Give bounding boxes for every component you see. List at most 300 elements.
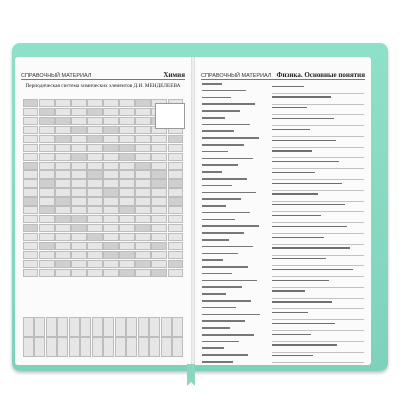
periodic-table-cell xyxy=(103,242,118,250)
lanthanide-cell xyxy=(149,337,160,357)
periodic-table-cell xyxy=(135,269,150,277)
periodic-table-cell xyxy=(23,269,38,277)
periodic-table-cell xyxy=(119,162,134,170)
periodic-table-cell xyxy=(135,126,150,134)
periodic-table-cell xyxy=(87,144,102,152)
periodic-table-cell xyxy=(151,260,166,268)
lanthanide-cell xyxy=(46,337,57,357)
periodic-table-cell xyxy=(23,126,38,134)
periodic-table-cell xyxy=(103,99,118,107)
topic-text-line xyxy=(272,269,353,270)
periodic-table-cell xyxy=(39,269,54,277)
periodic-table-cell xyxy=(151,135,166,143)
topic-text-line xyxy=(272,323,335,324)
periodic-table-cell xyxy=(119,108,134,116)
lanthanide-cell xyxy=(172,337,183,357)
periodic-table-cell xyxy=(55,269,70,277)
periodic-table-cell xyxy=(87,126,102,134)
formula-line xyxy=(202,178,247,180)
topic-row xyxy=(272,193,364,201)
topic-row xyxy=(272,355,364,363)
periodic-table-title: Периодическая система химических элементов Д.И. МЕНДЕЛЕЕВА xyxy=(25,83,181,89)
periodic-table-cell xyxy=(119,269,134,277)
periodic-table-cell xyxy=(71,260,86,268)
periodic-table-cell xyxy=(151,206,166,214)
topic-text-line xyxy=(272,107,307,108)
periodic-table-cell xyxy=(71,117,86,125)
periodic-table-cell xyxy=(87,108,102,116)
formula-line xyxy=(202,327,230,329)
periodic-table-cell xyxy=(151,251,166,259)
formula-line xyxy=(202,219,235,221)
topic-row xyxy=(272,301,364,309)
lanthanide-cell xyxy=(46,317,57,337)
lanthanide-cell xyxy=(23,317,34,337)
topic-row xyxy=(272,344,364,352)
periodic-table-cell xyxy=(87,251,102,259)
periodic-table-cell xyxy=(135,144,150,152)
periodic-table-cell xyxy=(55,135,70,143)
periodic-table-cell xyxy=(119,197,134,205)
lanthanides-actinides-rows xyxy=(23,317,183,357)
periodic-table-cell xyxy=(135,260,150,268)
periodic-table-cell xyxy=(39,126,54,134)
topic-text-line xyxy=(272,290,305,291)
periodic-table-cell xyxy=(55,170,70,178)
periodic-table-cell xyxy=(39,179,54,187)
periodic-table-cell xyxy=(71,108,86,116)
periodic-table-cell xyxy=(103,162,118,170)
periodic-table-cell xyxy=(168,206,183,214)
periodic-table-legend xyxy=(155,103,185,129)
topic-text-line xyxy=(272,355,313,356)
periodic-table-cell xyxy=(87,99,102,107)
periodic-table-cell xyxy=(119,179,134,187)
periodic-table-cell xyxy=(151,188,166,196)
formula-line xyxy=(202,225,259,227)
periodic-table-cell xyxy=(55,153,70,161)
periodic-table-cell xyxy=(87,242,102,250)
periodic-table-cell xyxy=(119,99,134,107)
periodic-table-cell xyxy=(103,108,118,116)
periodic-table-cell xyxy=(103,117,118,125)
periodic-table-cell xyxy=(87,170,102,178)
periodic-table-cell xyxy=(71,144,86,152)
periodic-table-cell xyxy=(55,126,70,134)
periodic-table-cell xyxy=(71,215,86,223)
right-page-header xyxy=(201,65,365,80)
periodic-table-cell xyxy=(135,233,150,241)
periodic-table-cell xyxy=(23,117,38,125)
formula-line xyxy=(202,280,257,282)
formula-line xyxy=(202,158,253,160)
periodic-table-cell xyxy=(135,188,150,196)
periodic-table-cell xyxy=(103,233,118,241)
formula-line xyxy=(202,273,232,275)
lanthanide-cell xyxy=(103,337,114,357)
periodic-table-cell xyxy=(87,269,102,277)
periodic-table-cell xyxy=(71,126,86,134)
periodic-table-cell xyxy=(39,135,54,143)
lanthanide-cell xyxy=(115,317,126,337)
periodic-table-cell xyxy=(55,251,70,259)
periodic-table-cell xyxy=(103,170,118,178)
periodic-table-cell xyxy=(135,108,150,116)
periodic-table-cell xyxy=(23,206,38,214)
periodic-table-cell xyxy=(119,251,134,259)
periodic-table-cell xyxy=(119,153,134,161)
periodic-table-cell xyxy=(23,99,38,107)
periodic-table-cell xyxy=(119,144,134,152)
periodic-table-cell xyxy=(103,206,118,214)
lanthanide-cell xyxy=(34,317,45,337)
topic-text-line xyxy=(272,118,334,119)
periodic-table-cell xyxy=(39,224,54,232)
periodic-table-cell xyxy=(119,117,134,125)
periodic-table-cell xyxy=(71,251,86,259)
periodic-table-cell xyxy=(168,224,183,232)
topic-row xyxy=(272,323,364,331)
right-header-label: СПРАВОЧНЫЙ МАТЕРИАЛ xyxy=(201,73,272,79)
topic-row xyxy=(272,215,364,223)
lanthanide-cell xyxy=(172,317,183,337)
periodic-table-cell xyxy=(135,242,150,250)
periodic-table-cell xyxy=(39,153,54,161)
formula-line xyxy=(202,124,250,126)
periodic-table-cell xyxy=(23,251,38,259)
periodic-table-cell xyxy=(23,242,38,250)
periodic-table-cell xyxy=(39,99,54,107)
lanthanide-cell xyxy=(92,337,103,357)
periodic-table-cell xyxy=(55,108,70,116)
topic-row xyxy=(272,237,364,245)
periodic-table-cell xyxy=(151,179,166,187)
right-header-title: Физика. Основные понятия xyxy=(276,71,365,79)
periodic-table-cell xyxy=(87,197,102,205)
periodic-table-cell xyxy=(87,179,102,187)
formula-line xyxy=(202,286,242,288)
lanthanide-cell xyxy=(161,337,172,357)
periodic-table-cell xyxy=(71,153,86,161)
topic-row xyxy=(272,118,364,126)
topic-row xyxy=(272,312,364,320)
periodic-table-cell xyxy=(71,242,86,250)
periodic-table-cell xyxy=(71,170,86,178)
formula-line xyxy=(202,97,231,99)
periodic-table-cell xyxy=(119,260,134,268)
right-page xyxy=(195,57,371,365)
topic-text-line xyxy=(272,312,308,313)
formula-line xyxy=(202,266,248,268)
topic-text-line xyxy=(272,344,337,345)
periodic-table-cell xyxy=(39,260,54,268)
lanthanide-cell xyxy=(161,317,172,337)
periodic-table-cell xyxy=(168,179,183,187)
periodic-table-cell xyxy=(87,233,102,241)
periodic-table-cell xyxy=(55,188,70,196)
periodic-table-cell xyxy=(135,170,150,178)
topic-text-line xyxy=(272,161,339,162)
topic-row xyxy=(272,334,364,342)
periodic-table-cell xyxy=(103,224,118,232)
periodic-table-cell xyxy=(168,215,183,223)
topic-text-line xyxy=(272,129,310,130)
periodic-table-cell xyxy=(103,260,118,268)
periodic-table-cell xyxy=(119,233,134,241)
formula-line xyxy=(202,205,226,207)
periodic-table-cell xyxy=(119,215,134,223)
lanthanide-cell xyxy=(57,337,68,357)
topic-row xyxy=(272,269,364,277)
formula-line xyxy=(202,192,256,194)
periodic-table-cell xyxy=(168,251,183,259)
periodic-table-cell xyxy=(87,162,102,170)
periodic-table-cell xyxy=(135,206,150,214)
topic-row xyxy=(272,140,364,148)
topic-row xyxy=(272,129,364,137)
formula-line xyxy=(202,185,232,187)
periodic-table-cell xyxy=(135,251,150,259)
periodic-table-cell xyxy=(168,144,183,152)
topic-row xyxy=(272,150,364,158)
formula-line xyxy=(202,361,233,363)
formula-line xyxy=(202,246,253,248)
periodic-table-cell xyxy=(103,188,118,196)
periodic-table-cell xyxy=(151,215,166,223)
periodic-table-cell xyxy=(71,179,86,187)
periodic-table-cell xyxy=(71,224,86,232)
periodic-table-cell xyxy=(87,153,102,161)
topic-text-line xyxy=(272,86,304,87)
periodic-table-cell xyxy=(135,162,150,170)
lanthanide-cell xyxy=(126,317,137,337)
periodic-table-cell xyxy=(39,162,54,170)
lanthanide-cell xyxy=(103,317,114,337)
formula-line xyxy=(202,171,222,173)
lanthanide-cell xyxy=(115,337,126,357)
periodic-table-cell xyxy=(168,260,183,268)
periodic-table-cell xyxy=(103,179,118,187)
periodic-table-cell xyxy=(39,251,54,259)
topic-text-line xyxy=(272,215,321,216)
periodic-table-cell xyxy=(87,117,102,125)
periodic-table-cell xyxy=(23,188,38,196)
lanthanide-cell xyxy=(138,337,149,357)
periodic-table-cell xyxy=(23,179,38,187)
periodic-table-cell xyxy=(71,188,86,196)
formula-line xyxy=(202,130,234,132)
periodic-table-cell xyxy=(23,153,38,161)
topic-text-line xyxy=(272,226,347,227)
periodic-table-cell xyxy=(55,224,70,232)
periodic-table-cell xyxy=(55,99,70,107)
periodic-table-cell xyxy=(119,224,134,232)
periodic-table-cell xyxy=(23,170,38,178)
lanthanide-cell xyxy=(126,337,137,357)
formula-line xyxy=(202,144,244,146)
periodic-table-cell xyxy=(119,135,134,143)
formula-line xyxy=(202,198,241,200)
periodic-table-cell xyxy=(71,233,86,241)
lanthanide-cell xyxy=(34,337,45,357)
periodic-table-cell xyxy=(135,99,150,107)
periodic-table-cell xyxy=(71,197,86,205)
lanthanide-cell xyxy=(80,317,91,337)
periodic-table-cell xyxy=(103,215,118,223)
periodic-table-cell xyxy=(55,144,70,152)
topic-text-line xyxy=(272,247,350,248)
periodic-table-cell xyxy=(135,215,150,223)
periodic-table-cell xyxy=(23,260,38,268)
topic-text-line xyxy=(272,204,345,205)
periodic-table-cell xyxy=(23,108,38,116)
periodic-table-cell xyxy=(119,188,134,196)
periodic-table-cell xyxy=(87,188,102,196)
formula-line xyxy=(202,164,238,166)
formula-line xyxy=(202,212,250,214)
left-header-title: Химия xyxy=(163,71,185,79)
formula-line xyxy=(202,341,239,343)
periodic-table-cell xyxy=(168,170,183,178)
periodic-table-cell xyxy=(39,215,54,223)
topic-text-line xyxy=(272,183,342,184)
topic-row xyxy=(272,183,364,191)
periodic-table-cell xyxy=(103,197,118,205)
periodic-table-cell xyxy=(23,197,38,205)
periodic-table-cell xyxy=(87,215,102,223)
periodic-table-cell xyxy=(23,215,38,223)
formula-line xyxy=(202,151,228,153)
left-header-label: СПРАВОЧНЫЙ МАТЕРИАЛ xyxy=(21,73,92,79)
topic-row xyxy=(272,96,364,104)
formula-line xyxy=(202,232,244,234)
formula-line xyxy=(202,320,245,322)
periodic-table-cell xyxy=(71,162,86,170)
topic-row xyxy=(272,258,364,266)
topic-column xyxy=(272,83,364,365)
periodic-table-cell xyxy=(135,179,150,187)
topic-row xyxy=(272,280,364,288)
periodic-table-cell xyxy=(151,144,166,152)
periodic-table-cell xyxy=(151,224,166,232)
periodic-table-cell xyxy=(39,197,54,205)
topic-text-line xyxy=(272,172,315,173)
topic-text-line xyxy=(272,280,329,281)
periodic-table-cell xyxy=(151,197,166,205)
periodic-table-cell xyxy=(55,260,70,268)
periodic-table-cell xyxy=(135,197,150,205)
lanthanide-cell xyxy=(92,317,103,337)
periodic-table-cell xyxy=(103,135,118,143)
formula-line xyxy=(202,103,255,105)
periodic-table-cell xyxy=(87,224,102,232)
periodic-table-cell xyxy=(103,269,118,277)
formula-line xyxy=(202,314,260,316)
periodic-table-cell xyxy=(168,242,183,250)
periodic-table-cell xyxy=(87,260,102,268)
periodic-table-cell xyxy=(39,170,54,178)
formula-line xyxy=(202,259,223,261)
formula-column xyxy=(202,83,268,365)
periodic-table-cell xyxy=(39,144,54,152)
formula-line xyxy=(202,239,229,241)
periodic-table-cell xyxy=(87,206,102,214)
topic-row xyxy=(272,172,364,180)
lanthanide-cell xyxy=(69,337,80,357)
periodic-table-cell xyxy=(103,153,118,161)
lanthanide-cell xyxy=(23,337,34,357)
periodic-table-cell xyxy=(55,242,70,250)
periodic-table-cell xyxy=(103,144,118,152)
periodic-table-cell xyxy=(151,162,166,170)
formula-line xyxy=(202,334,254,336)
periodic-table-cell xyxy=(71,206,86,214)
periodic-table-cell xyxy=(39,188,54,196)
topic-text-line xyxy=(272,237,324,238)
topic-row xyxy=(272,226,364,234)
periodic-table-cell xyxy=(39,117,54,125)
periodic-table-cell xyxy=(103,126,118,134)
periodic-table-cell xyxy=(168,188,183,196)
lanthanide-cell xyxy=(57,317,68,337)
periodic-table-cell xyxy=(168,162,183,170)
periodic-table-cell xyxy=(119,126,134,134)
topic-row xyxy=(272,247,364,255)
periodic-table-cell xyxy=(55,162,70,170)
formula-line xyxy=(202,253,238,255)
periodic-table-cell xyxy=(23,135,38,143)
periodic-table-cell xyxy=(55,179,70,187)
periodic-table-cell xyxy=(55,233,70,241)
periodic-table-cell xyxy=(87,135,102,143)
periodic-table-cell xyxy=(55,215,70,223)
formula-line xyxy=(202,347,224,349)
periodic-table-cell xyxy=(71,135,86,143)
formula-line xyxy=(202,300,251,302)
topic-text-line xyxy=(272,258,326,259)
periodic-table-cell xyxy=(119,170,134,178)
periodic-table-cell xyxy=(23,162,38,170)
topic-row xyxy=(272,107,364,115)
periodic-table-cell xyxy=(168,153,183,161)
periodic-table-cell xyxy=(55,197,70,205)
periodic-table-cell xyxy=(135,153,150,161)
periodic-table-cell xyxy=(119,206,134,214)
formula-line xyxy=(202,293,226,295)
periodic-table-cell xyxy=(71,269,86,277)
periodic-table-cell xyxy=(103,251,118,259)
periodic-table-cell xyxy=(151,269,166,277)
periodic-table-cell xyxy=(168,197,183,205)
periodic-table-cell xyxy=(151,233,166,241)
topic-row xyxy=(272,290,364,298)
periodic-table-cell xyxy=(151,153,166,161)
formula-line xyxy=(202,90,246,92)
periodic-table-cell xyxy=(55,206,70,214)
periodic-table-cell xyxy=(135,117,150,125)
periodic-table-cell xyxy=(39,206,54,214)
periodic-table-cell xyxy=(119,242,134,250)
formula-line xyxy=(202,137,259,139)
periodic-table-cell xyxy=(23,144,38,152)
periodic-table-cell xyxy=(39,108,54,116)
topic-text-line xyxy=(272,334,311,335)
left-page xyxy=(15,57,191,365)
topic-row xyxy=(272,161,364,169)
periodic-table-cell xyxy=(168,269,183,277)
lanthanide-cell xyxy=(80,337,91,357)
periodic-table-cell xyxy=(168,135,183,143)
